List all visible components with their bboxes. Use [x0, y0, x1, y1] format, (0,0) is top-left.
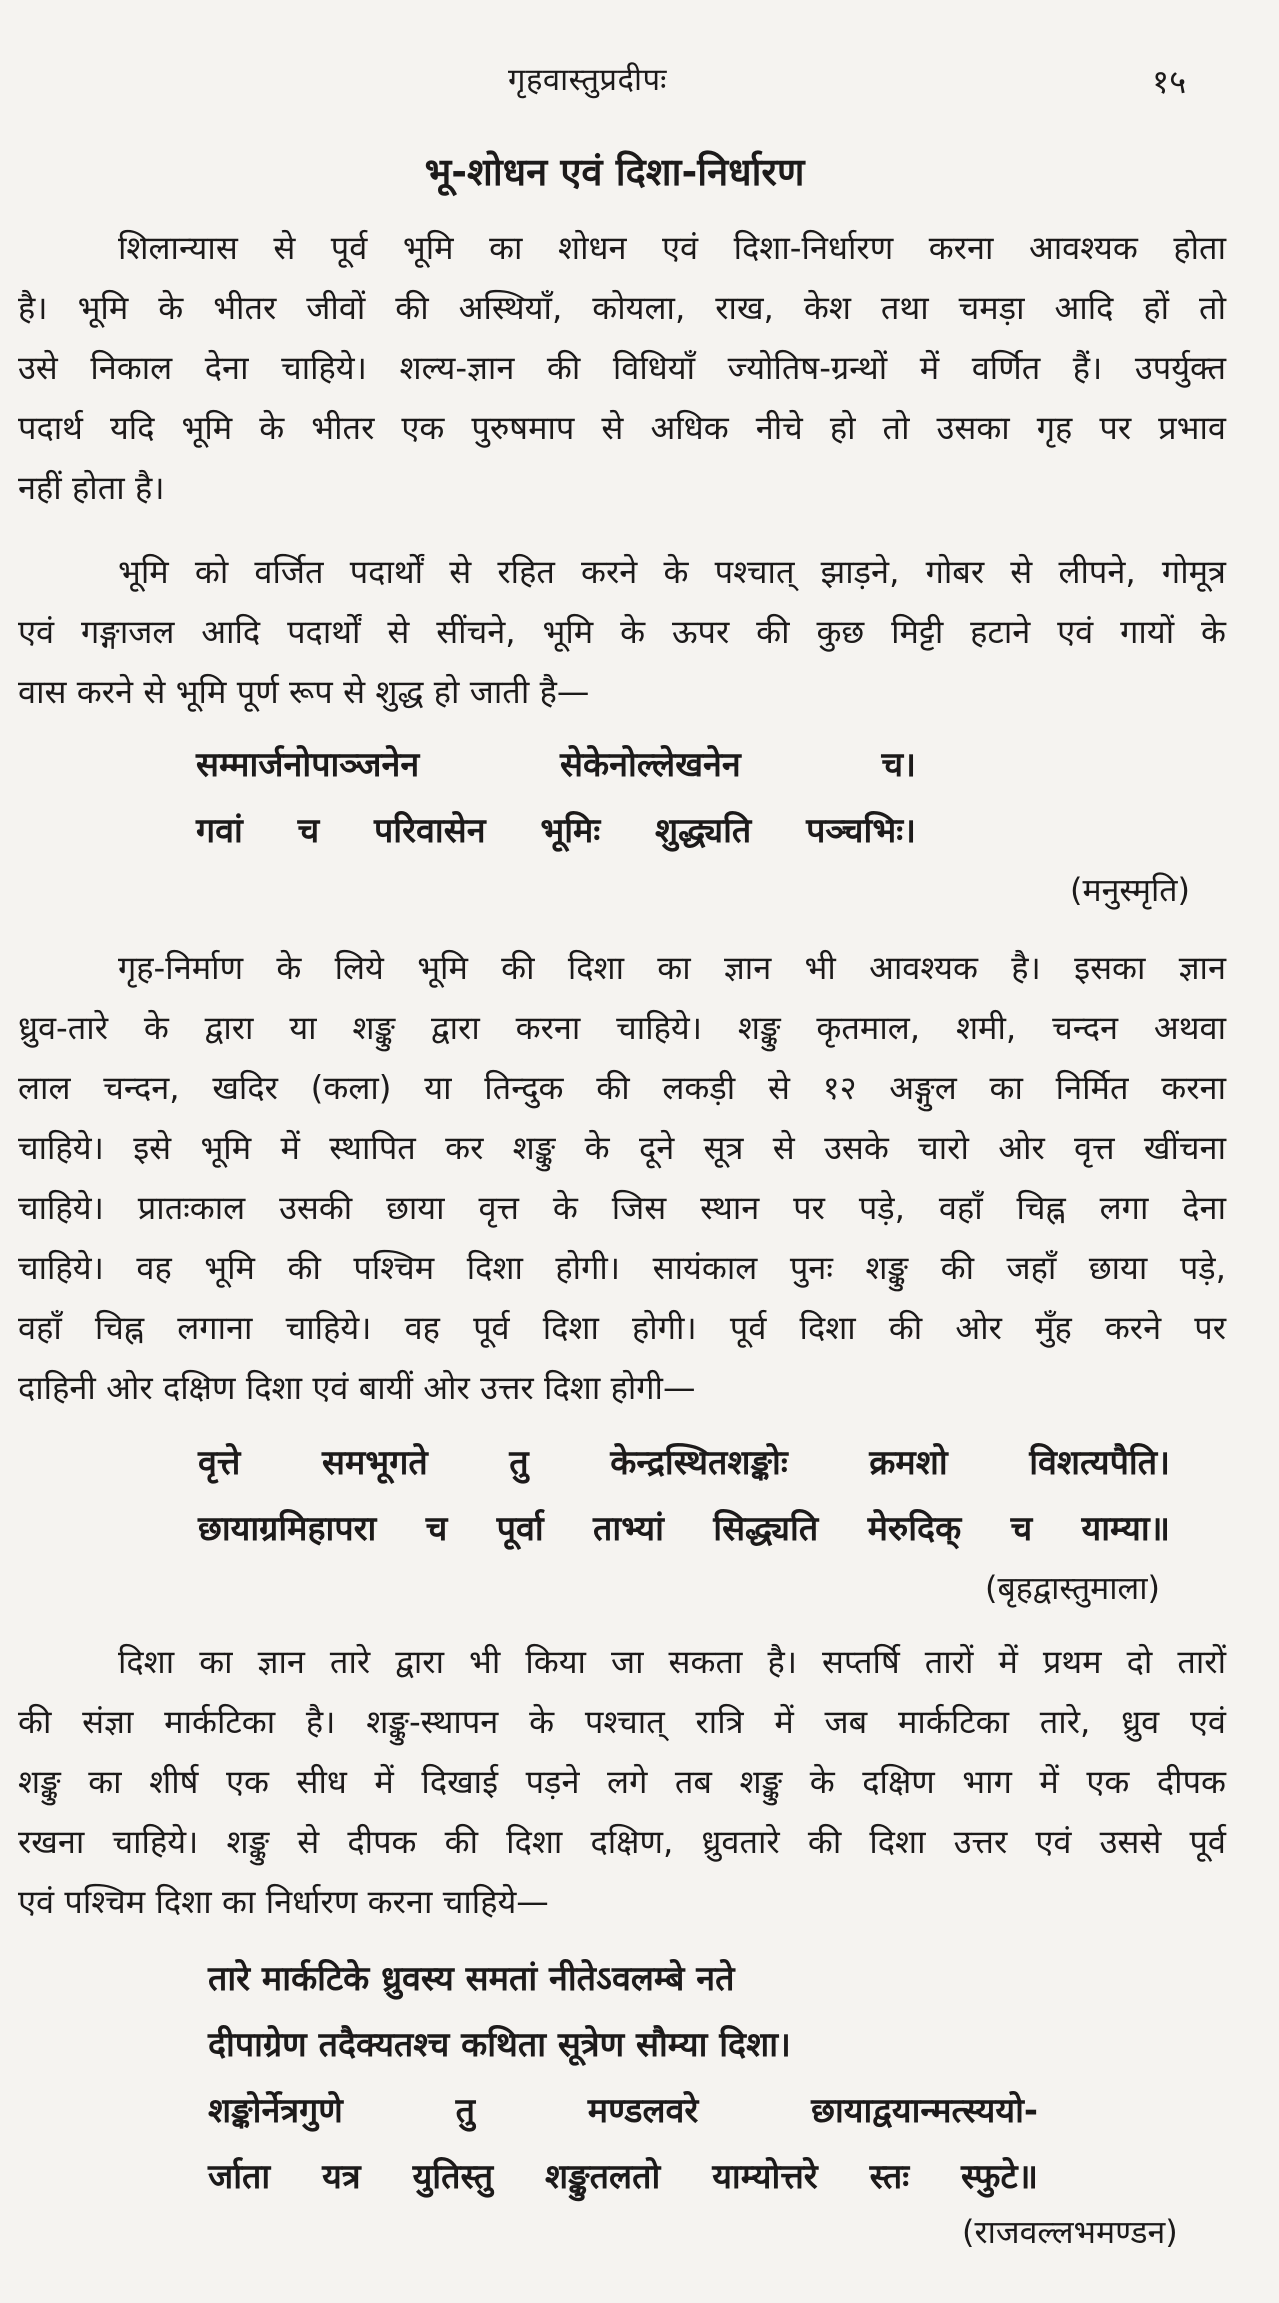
paragraph-3	[18, 938, 1226, 1418]
verse-3	[208, 1946, 1038, 2210]
paragraph-line: है। भूमि के भीतर जीवों की अस्थियाँ, कोयला, राख, केश तथा चमड़ा आदि हों तो	[18, 289, 1226, 327]
running-title: गृहवास्तुप्रदीपः	[508, 62, 667, 98]
running-header	[0, 58, 1279, 108]
paragraph-1	[18, 218, 1226, 518]
paragraph-line: भूमि को वर्जित पदार्थों से रहित करने के पश्चात् झाड़ने, गोबर से लीपने, गोमूत्र	[118, 553, 1226, 591]
paragraph-line: चाहिये। इसे भूमि में स्थापित कर शङ्कु के दूने सूत्र से उसके चारो ओर वृत्त खींचना	[18, 1129, 1226, 1167]
paragraph-line: गृह-निर्माण के लिये भूमि की दिशा का ज्ञान भी आवश्यक है। इसका ज्ञान	[118, 949, 1226, 987]
verse-source: (राजवल्लभमण्डन)	[962, 2213, 1178, 2251]
paragraph-line: की संज्ञा मार्कटिका है। शङ्कु-स्थापन के पश्चात् रात्रि में जब मार्कटिका तारे, ध्रुव एवं	[18, 1703, 1226, 1741]
verse-line: दीपाग्रेण तदैक्यतश्च कथिता सूत्रेण सौम्या दिशा।	[208, 2025, 791, 2065]
verse-line: वृत्ते समभूगते तु केन्द्रस्थितशङ्कोः क्रमशो विशत्यपैति।	[198, 1443, 1170, 1483]
paragraph-line: चाहिये। प्रातःकाल उसकी छाया वृत्त के जिस स्थान पर पड़े, वहाँ चिह्न लगा देना	[18, 1189, 1226, 1227]
verse-line: गवां च परिवासेन भूमिः शुद्ध्यति पञ्चभिः।	[196, 811, 916, 851]
paragraph-line: एवं पश्चिम दिशा का निर्धारण करना चाहिये—	[18, 1883, 549, 1921]
paragraph-line: शिलान्यास से पूर्व भूमि का शोधन एवं दिशा-निर्धारण करना आवश्यक होता	[118, 229, 1226, 267]
paragraph-2	[18, 542, 1226, 722]
verse-line: सम्मार्जनोपाञ्जनेन सेकेनोल्लेखनेन च।	[196, 745, 916, 785]
paragraph-line: चाहिये। वह भूमि की पश्चिम दिशा होगी। सायंकाल पुनः शङ्कु की जहाँ छाया पड़े,	[18, 1249, 1226, 1287]
paragraph-4	[18, 1632, 1226, 1932]
paragraph-line: दिशा का ज्ञान तारे द्वारा भी किया जा सकता है। सप्तर्षि तारों में प्रथम दो तारों	[118, 1643, 1226, 1681]
page-number: १५	[1152, 62, 1187, 101]
verse-source: (मनुस्मृति)	[1070, 871, 1190, 909]
verse-2	[198, 1430, 1170, 1562]
paragraph-line: दाहिनी ओर दक्षिण दिशा एवं बायीं ओर उत्तर दिशा होगी—	[18, 1369, 696, 1407]
paragraph-line: एवं गङ्गाजल आदि पदार्थों से सींचने, भूमि के ऊपर की कुछ मिट्टी हटाने एवं गायों के	[18, 613, 1226, 651]
verse-1	[196, 732, 916, 864]
paragraph-line: वहाँ चिह्न लगाना चाहिये। वह पूर्व दिशा होगी। पूर्व दिशा की ओर मुँह करने पर	[18, 1309, 1226, 1347]
paragraph-line: लाल चन्दन, खदिर (कला) या तिन्दुक की लकड़ी से १२ अङ्गुल का निर्मित करना	[18, 1069, 1226, 1107]
paragraph-line: उसे निकाल देना चाहिये। शल्य-ज्ञान की विधियाँ ज्योतिष-ग्रन्थों में वर्णित हैं। उपर्युक्त	[18, 349, 1226, 387]
paragraph-line: ध्रुव-तारे के द्वारा या शङ्कु द्वारा करना चाहिये। शङ्कु कृतमाल, शमी, चन्दन अथवा	[18, 1009, 1226, 1047]
verse-line: र्जाता यत्र युतिस्तु शङ्कुतलतो याम्योत्तरे स्तः स्फुटे॥	[208, 2157, 1038, 2197]
paragraph-line: नहीं होता है।	[18, 469, 165, 507]
verse-line: तारे मार्कटिके ध्रुवस्य समतां नीतेऽवलम्बे नते	[208, 1959, 735, 1999]
verse-line: शङ्कोर्नेत्रगुणे तु मण्डलवरे छायाद्वयान्मत्स्ययो-	[208, 2091, 1038, 2131]
paragraph-line: शङ्कु का शीर्ष एक सीध में दिखाई पड़ने लगे तब शङ्कु के दक्षिण भाग में एक दीपक	[18, 1763, 1226, 1801]
verse-source: (बृहद्वास्तुमाला)	[985, 1569, 1161, 1607]
verse-line: छायाग्रमिहापरा च पूर्वा ताभ्यां सिद्ध्यति मेरुदिक् च याम्या॥	[198, 1509, 1170, 1549]
paragraph-line: पदार्थ यदि भूमि के भीतर एक पुरुषमाप से अधिक नीचे हो तो उसका गृह पर प्रभाव	[18, 409, 1226, 447]
paragraph-line: वास करने से भूमि पूर्ण रूप से शुद्ध हो जाती है—	[18, 673, 590, 711]
section-title: भू-शोधन एवं दिशा-निर्धारण	[424, 150, 805, 194]
paragraph-line: रखना चाहिये। शङ्कु से दीपक की दिशा दक्षिण, ध्रुवतारे की दिशा उत्तर एवं उससे पूर्व	[18, 1823, 1226, 1861]
